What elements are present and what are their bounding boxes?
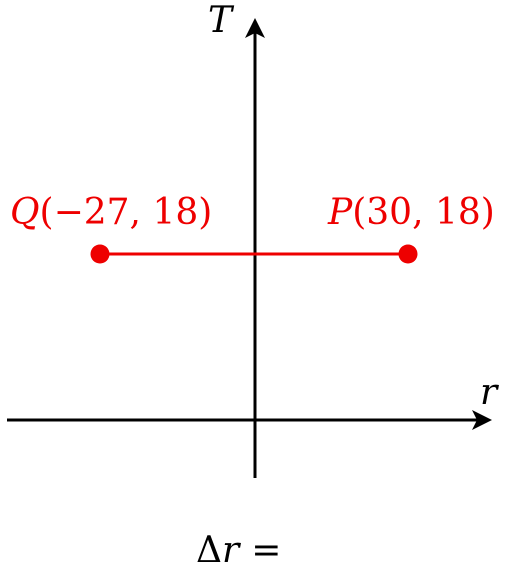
- point-q-name: Q: [10, 192, 40, 233]
- point-p-y: 18: [434, 192, 481, 233]
- point-q-x: −27: [53, 192, 130, 233]
- delta-symbol: Δ: [196, 530, 222, 571]
- point-p-marker: [399, 245, 418, 264]
- equals-sign: =: [251, 530, 282, 571]
- point-p-name: P: [328, 192, 353, 233]
- point-q-label: Q(−27, 18): [10, 192, 213, 233]
- point-p-x: 30: [366, 192, 413, 233]
- point-q-marker: [91, 245, 110, 264]
- t-axis-label: T: [208, 0, 233, 41]
- point-q-y: 18: [152, 192, 199, 233]
- r-axis-label: r: [480, 372, 498, 413]
- point-p-label: P(30, 18): [328, 192, 495, 233]
- delta-r-question: [196, 530, 281, 571]
- delta-variable: r: [222, 530, 240, 571]
